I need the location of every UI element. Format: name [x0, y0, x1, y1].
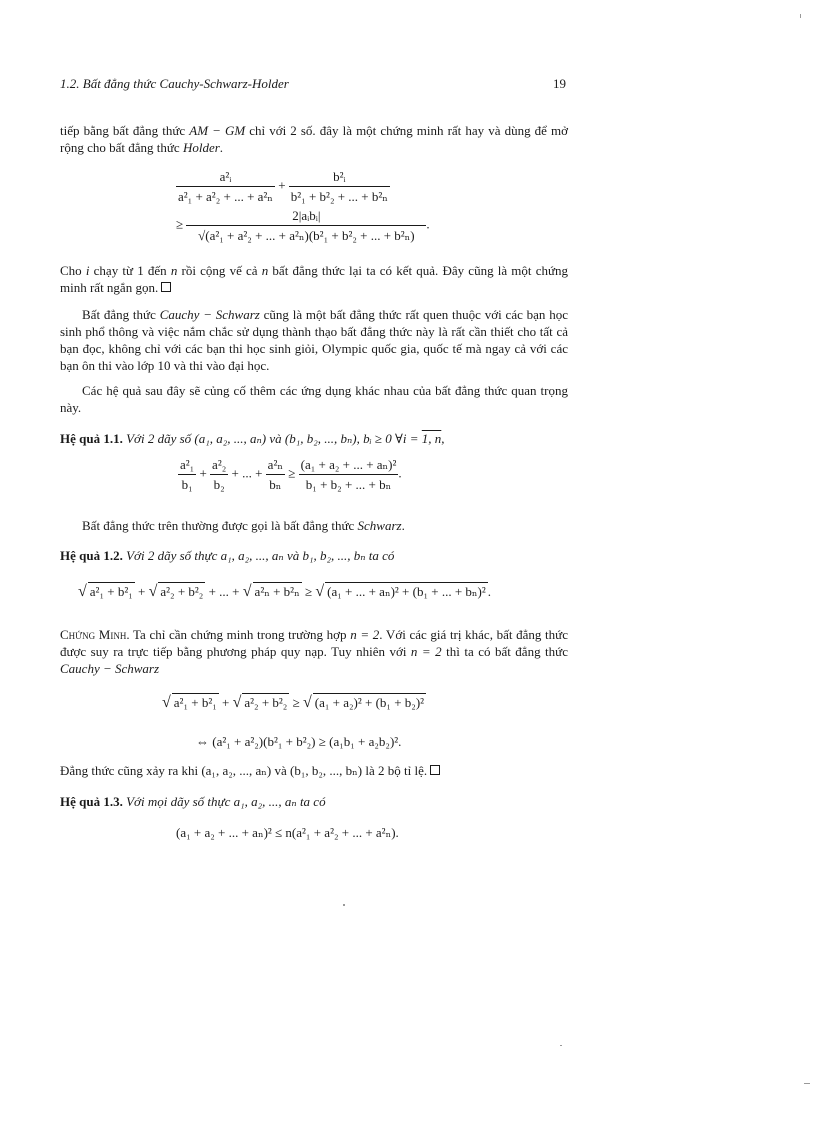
corollary-title: Hệ quả 1.2.	[60, 548, 123, 563]
corollary-1-3	[60, 793, 568, 810]
corollary-1-1: Hệ quả 1.1. Với 2 dãy số (a₁, a₂, ..., aₙ) và (b₁, b₂, ..., bₙ), bᵢ ≥ 0 ∀i = 1, n,	[60, 431, 445, 446]
corollary-statement: Với 2 dãy số thực a₁, a₂, ..., aₙ và b₁, b₂, ..., bₙ ta có	[126, 548, 395, 563]
equation-4: √ a²₁ + b²₁ + √ a²₂ + b²₂ ≥ √ (a₁ + a₂)² + (b₁ + b₂)²	[162, 694, 425, 711]
fraction-a: $\frac{\text{a²ᵢ}}{\text{a²₁ + a²₂ + ... + a²ₙ}}$	[178, 169, 273, 204]
proof-label: Chứng Minh.	[60, 627, 130, 642]
page-number: 19	[553, 76, 566, 91]
geq-sign: ≥	[176, 216, 184, 232]
plus-sign: +	[278, 177, 286, 193]
term-cauchy-schwarz: Cauchy − Schwarz	[159, 307, 260, 322]
paragraph-equality: Đẳng thức cũng xảy ra khi (a₁, a₂, ..., aₙ) và (b₁, b₂, ..., bₙ) là 2 bộ tỉ lệ.	[60, 762, 568, 779]
math-amgm: AM − GM	[189, 123, 246, 138]
corollary-statement: Với 2 dãy số (a₁, a₂, ..., aₙ) và (b₁, b₂, ..., bₙ), bᵢ ≥ 0 ∀i =	[126, 431, 422, 446]
equation-6: (a₁ + a₂ + ... + aₙ)² ≤ n(a²₁ + a²₂ + ... + a²ₙ).	[176, 825, 399, 840]
fraction-b: $\frac{\text{b²ᵢ}}{\text{b²₁ + b²₂ + ... + b²ₙ}}$	[290, 169, 388, 204]
paragraph-corollaries-intro: Các hệ quả sau đây sẽ củng cố thêm các ứng dụng khác nhau của bất đẳng thức quan trọng này.	[60, 383, 568, 415]
text: chỉ với 2 số. đây là một chứng minh rất hay và dùng để mở rộng cho bất đẳng thức	[60, 123, 568, 155]
scan-speck	[343, 904, 345, 906]
paragraph-proof-end: Cho i chạy từ 1 đến n rồi cộng vế cả n bất đẳng thức lại ta có kết quả. Đây cũng là một chứng minh rất ngắn gọn.	[60, 263, 569, 295]
term-holder: Holder	[182, 140, 220, 155]
equation-2: $\frac{\text{a²₁}}{\text{b₁}}$ + $\frac{\text{a²₂}}{\text{b₂}}$ + ... + $\frac{\text{a²ₙ}}{\text{bₙ}}$ ≥ $\frac{\text{(a₁ + a₂ + ... + aₙ)²}}{\text{b₁ + b₂ + ... + bₙ}}$ .	[180, 457, 402, 492]
text: .	[219, 140, 224, 155]
equation-1-line-2: ≥ $\frac{\text{2|aᵢbᵢ|}}{\text{√(a²₁ + a²₂ + ... + a²ₙ)(b²₁ + b²₂ + ... + b²ₙ)}}$ .	[176, 208, 430, 243]
fraction-c: $\frac{\text{2|aᵢbᵢ|}}{\text{√(a²₁ + a²₂ + ... + a²ₙ)(b²₁ + b²₂ + ... + b²ₙ)}}$	[186, 207, 426, 244]
scan-speck	[804, 1083, 810, 1084]
equation-5: ⇔ (a²₁ + a²₂)(b²₁ + b²₂) ≥ (a₁b₁ + a₂b₂)².	[196, 734, 402, 749]
paragraph-schwarz-name: Bất đẳng thức trên thường được gọi là bất đẳng thức Schwarz.	[82, 518, 405, 533]
qed-box	[161, 282, 171, 292]
corollary-1-2	[60, 547, 568, 564]
index-range: 1, n	[421, 431, 442, 446]
corollary-title: Hệ quả 1.1.	[60, 431, 123, 446]
paragraph-cauchy-intro: Bất đẳng thức Cauchy − Schwarz cũng là một bất đẳng thức rất quen thuộc với các bạn học sinh phổ thông và việc nắm chắc sử dụng thành thạo bất đẳng thức này là rất cần thiết cho tất cả bạn đọc, không chỉ với các bạn thi học sinh giỏi, Olympic quốc gia, quốc tế mà ngay cả với các bạn ôn thi vào lớp 10 và thi vào đại học.	[60, 307, 569, 373]
equation-3: √ a²₁ + b²₁ + √ a²₂ + b²₂ + ... + √ a²ₙ + b²ₙ ≥ √ (a₁ + ... + aₙ)² + (b₁ + ... + bₙ)² .	[78, 583, 491, 600]
qed-box	[430, 765, 440, 775]
corollary-title: Hệ quả 1.3.	[60, 794, 123, 809]
proof-paragraph: Chứng Minh. Ta chỉ cần chứng minh trong trường hợp n = 2. Với các giá trị khác, bất đẳng thức được suy ra trực tiếp bằng phương pháp quy nạp. Tuy nhiên với n = 2 thì ta có bất đẳng thức Cauchy − Schwarz	[60, 627, 568, 676]
scan-speck	[560, 1045, 562, 1046]
term-schwarz: Schwarz	[357, 518, 402, 533]
equation-1-line-1	[176, 168, 390, 205]
text: tiếp bằng bất đẳng thức	[60, 123, 190, 138]
running-header: 1.2. Bất đẳng thức Cauchy-Schwarz-Holder	[60, 76, 289, 91]
scan-speck	[800, 14, 801, 18]
paragraph-intro	[60, 122, 568, 156]
corollary-statement: Với mọi dãy số thực a₁, a₂, ..., aₙ ta có	[126, 794, 326, 809]
